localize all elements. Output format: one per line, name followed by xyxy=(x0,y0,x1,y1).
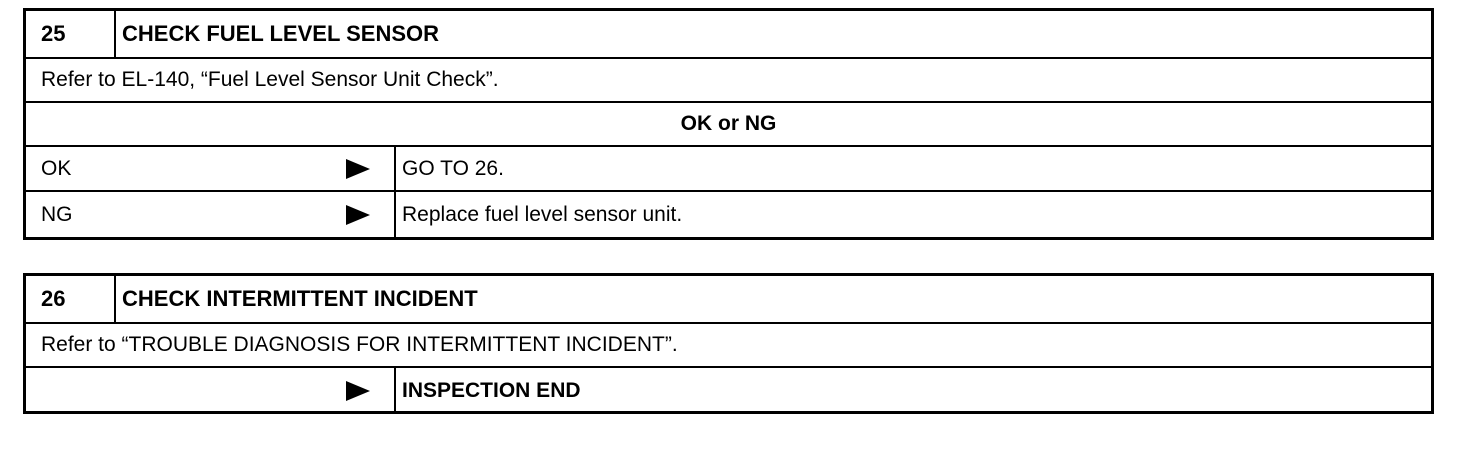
step-header xyxy=(26,11,1431,59)
step-instruction: Refer to “TROUBLE DIAGNOSIS FOR INTERMITTENT INCIDENT”. xyxy=(26,324,1431,368)
result-arrow-cell xyxy=(339,368,394,413)
result-action: INSPECTION END xyxy=(394,368,1431,413)
result-arrow-cell xyxy=(339,147,394,190)
step-instruction: Refer to EL-140, “Fuel Level Sensor Unit Check”. xyxy=(26,59,1431,103)
right-triangle-arrow-icon xyxy=(346,205,370,225)
result-row-ok xyxy=(26,147,1431,192)
result-arrow-cell xyxy=(339,192,394,237)
result-label: NG xyxy=(41,202,73,226)
step-title: CHECK FUEL LEVEL SENSOR xyxy=(122,21,440,46)
result-action: Replace fuel level sensor unit. xyxy=(394,192,1431,237)
right-triangle-arrow-icon xyxy=(346,159,370,179)
decision-label: OK or NG xyxy=(26,103,1431,147)
result-row-ng xyxy=(26,192,1431,237)
result-row-end xyxy=(26,368,1431,413)
step-header xyxy=(26,276,1431,324)
step-number: 26 xyxy=(26,276,116,322)
step-title: CHECK INTERMITTENT INCIDENT xyxy=(122,286,478,311)
step-25-box xyxy=(23,8,1434,240)
step-26-box xyxy=(23,273,1434,414)
result-label: OK xyxy=(41,156,72,180)
step-number: 25 xyxy=(26,11,116,57)
result-action: GO TO 26. xyxy=(394,147,1431,190)
right-triangle-arrow-icon xyxy=(346,381,370,401)
